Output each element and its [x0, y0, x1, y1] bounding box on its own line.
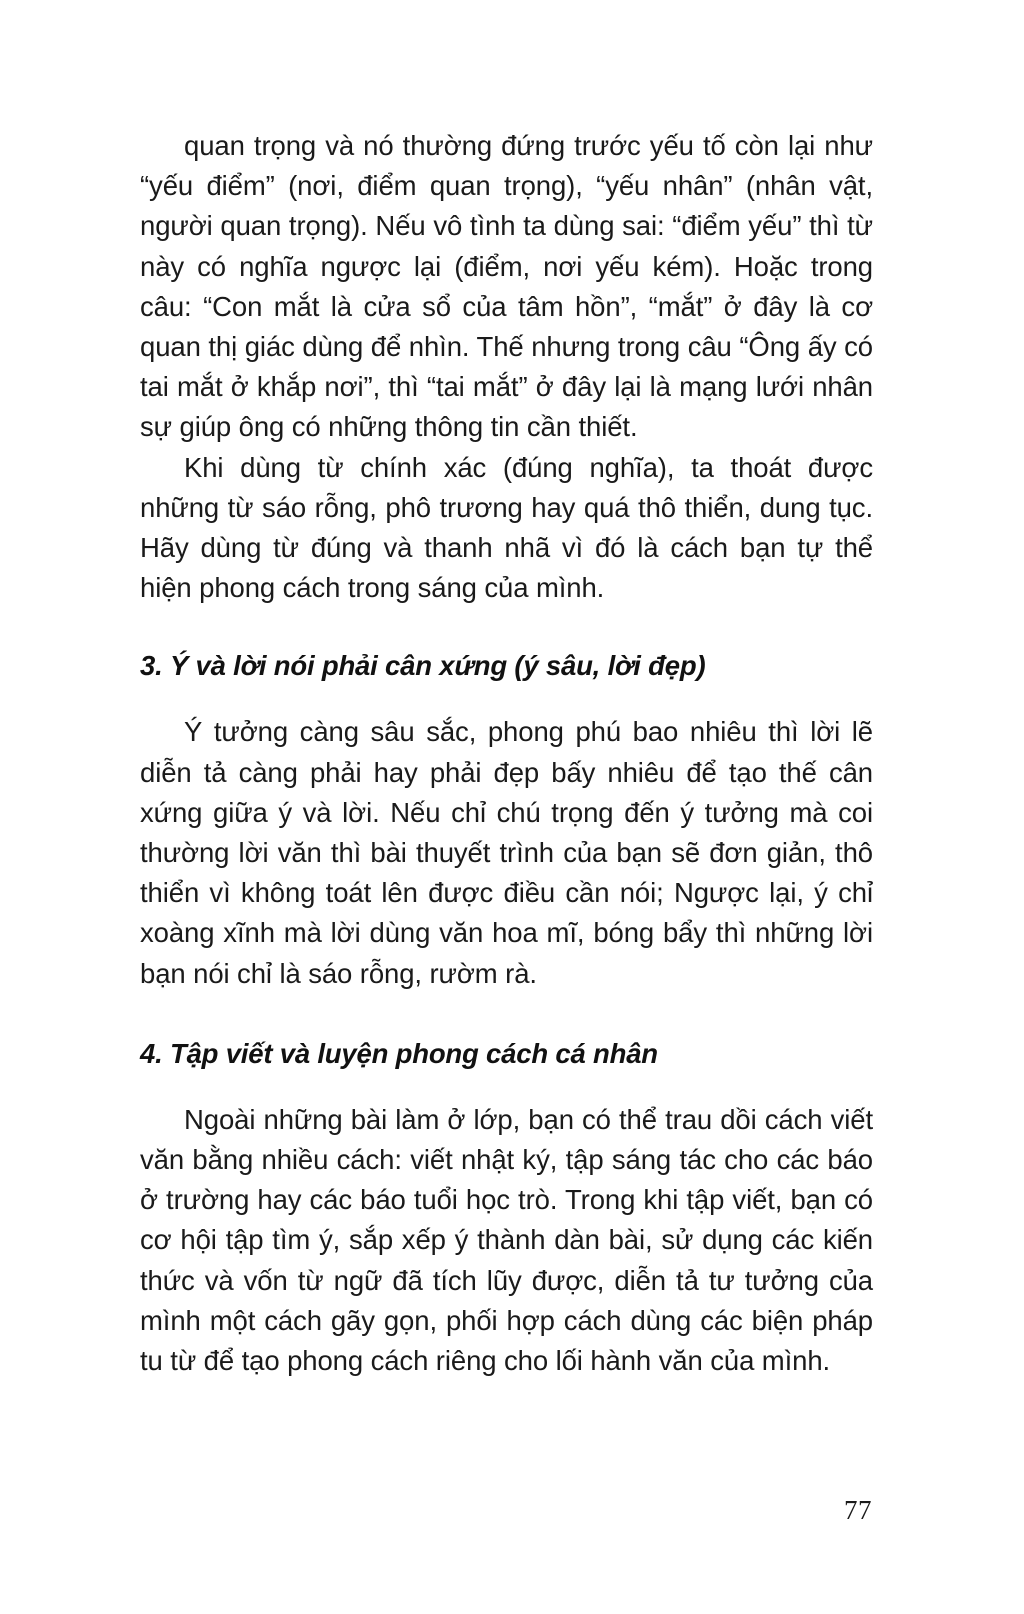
paragraph-continuation: quan trọng và nó thường đứng trước yếu tố còn lại như “yếu điểm” (nơi, điểm quan trọng), “yếu nhân” (nhân vật, người quan trọng). Nếu vô tình ta dùng sai: “điểm yếu” thì từ này có nghĩa ngược lại (điểm, nơi yếu kém). Hoặc trong câu: “Con mắt là cửa sổ của tâm hồn”, “mắt” ở đây là cơ quan thị giác dùng để nhìn. Thế nhưng trong câu “Ông ấy có tai mắt ở khắp nơi”, thì “tai mắt” ở đây lại là mạng lưới nhân sự giúp ông có những thông tin cần thiết. — [140, 130, 873, 443]
page-number: 77 — [844, 1495, 872, 1525]
page-content — [140, 126, 873, 1381]
heading-section-3: 3. Ý và lời nói phải cân xứng (ý sâu, lời đẹp) — [140, 650, 706, 682]
paragraph-word-accuracy: Khi dùng từ chính xác (đúng nghĩa), ta thoát được những từ sáo rỗng, phô trương hay quá thô thiển, dung tục. Hãy dùng từ đúng và thanh nhã vì đó là cách bạn tự thể hiện phong cách trong sáng của mình. — [140, 451, 873, 604]
paragraph-section-3: Ý tưởng càng sâu sắc, phong phú bao nhiêu thì lời lẽ diễn tả càng phải hay phải đẹp bấy nhiêu để tạo thế cân xứng giữa ý và lời. Nếu chỉ chú trọng đến ý tưởng mà coi thường lời văn thì bài thuyết trình của bạn sẽ đơn giản, thô thiển vì không toát lên được điều cần nói; Ngược lại, ý chỉ xoàng xĩnh mà lời dùng văn hoa mĩ, bóng bẩy thì những lời bạn nói chỉ là sáo rỗng, rườm rà. — [140, 716, 873, 989]
heading-section-4: 4. Tập viết và luyện phong cách cá nhân — [140, 1037, 658, 1069]
spacer-after-heading-3 — [140, 686, 873, 712]
spacer-before-heading-3 — [140, 608, 873, 646]
spacer-before-heading-4 — [140, 994, 873, 1034]
paragraph-section-4: Ngoài những bài làm ở lớp, bạn có thể trau dồi cách viết văn bằng nhiều cách: viết nhật ký, tập sáng tác cho các báo ở trường hay các báo tuổi học trò. Trong khi tập viết, bạn có cơ hội tập tìm ý, sắp xếp ý thành dàn bài, sử dụng các kiến thức và vốn từ ngữ đã tích lũy được, diễn tả tư tưởng của mình một cách gãy gọn, phối hợp cách dùng các biện pháp tu từ để tạo phong cách riêng cho lối hành văn của mình. — [140, 1103, 873, 1377]
spacer-after-heading-4 — [140, 1074, 873, 1100]
